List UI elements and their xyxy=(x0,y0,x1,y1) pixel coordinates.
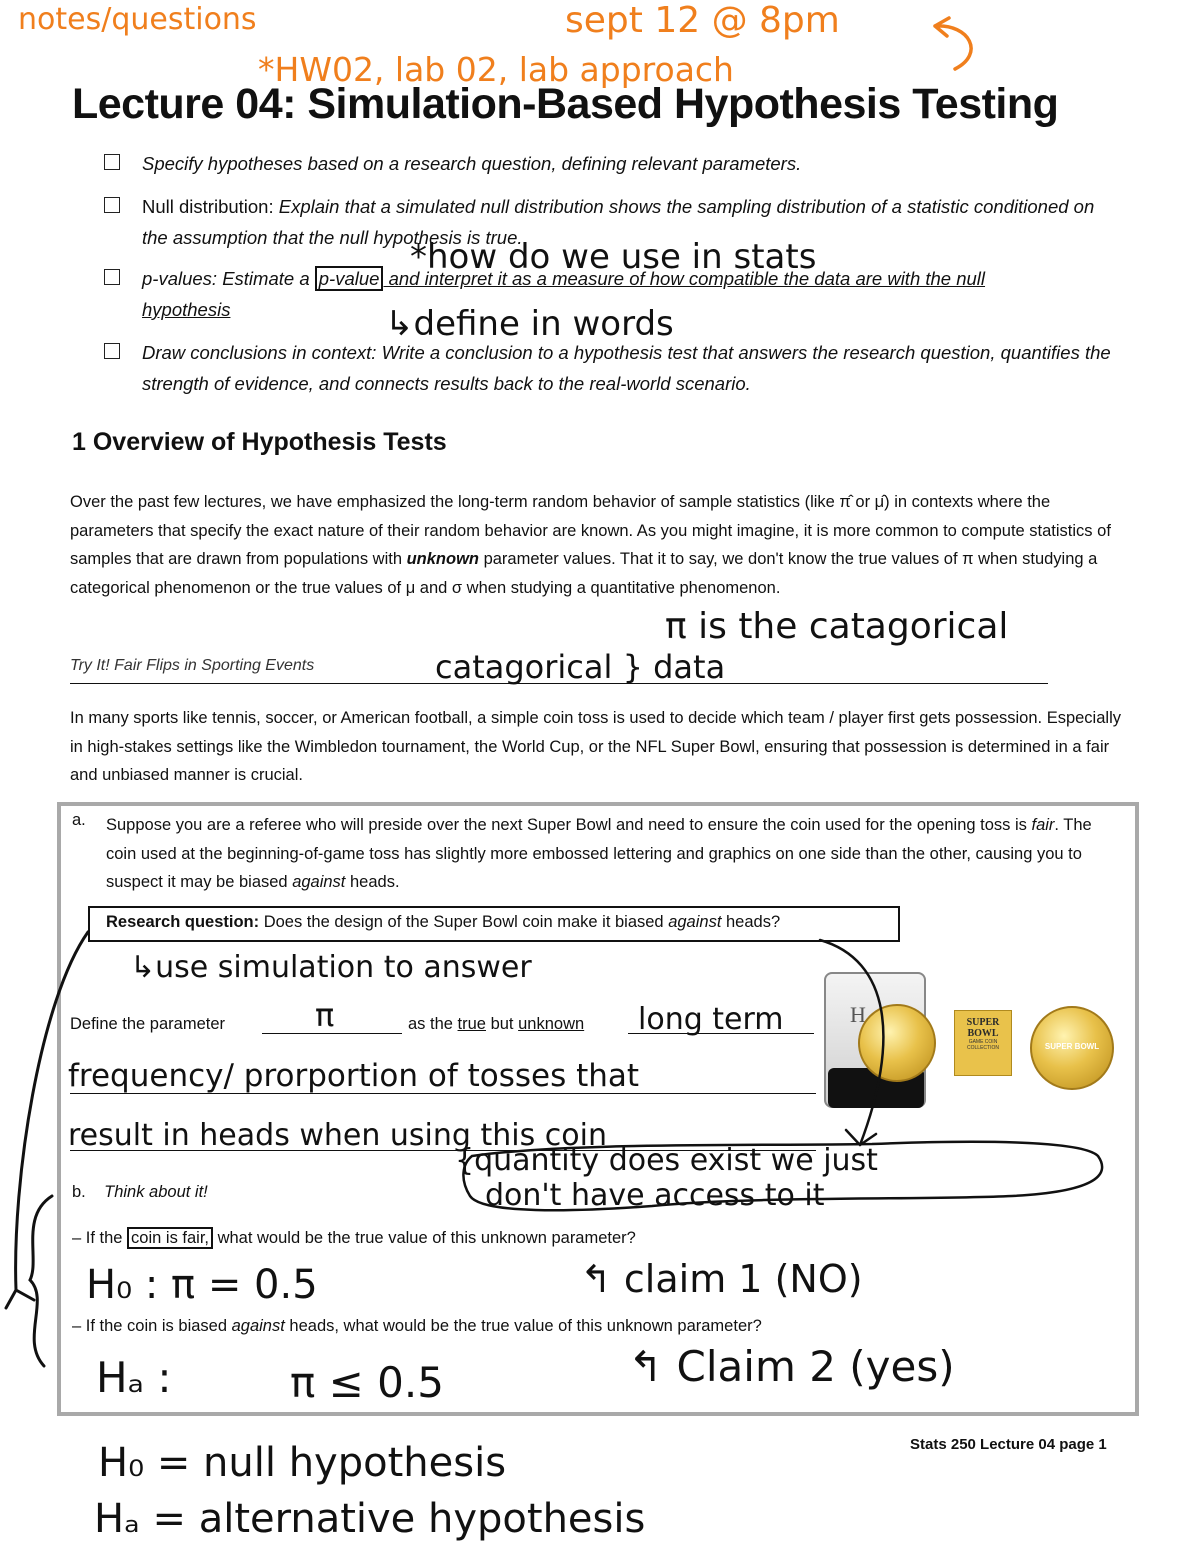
card-title: SUPER BOWL xyxy=(966,1017,1000,1039)
part-a-text: Suppose you are a referee who will preside over the next Super Bowl and need to ensure the coin used for the opening toss is fair. The coin used at the beginning-of-game toss has slightly more embossed lettering and graphics on one side than the other, causing you to suspect it may be biased against heads. xyxy=(106,816,1092,891)
arrow-curve-icon xyxy=(925,14,985,84)
note-date: sept 12 @ 8pm xyxy=(565,0,840,41)
objective-label: Null distribution: xyxy=(142,196,274,217)
objective-1 xyxy=(106,148,1116,179)
note-frequency: frequency/ prorportion of tosses that xyxy=(68,1058,640,1094)
objective-text: Specify hypotheses based on a research question, defining relevant parameters. xyxy=(142,153,802,174)
part-b-header: b. Think about it! xyxy=(72,1183,208,1201)
checkbox-icon[interactable] xyxy=(104,343,120,359)
note-h0-def: H₀ = null hypothesis xyxy=(98,1440,507,1486)
p-value-boxed: p-value xyxy=(315,266,384,291)
note-hw: *HW02, lab 02, lab approach xyxy=(258,50,734,89)
objective-body: Explain that a simulated null distribution shows the sampling distribution of a statistic conditioned on the assumption that the null hypothesis is true. xyxy=(142,196,1095,248)
note-ha-value: π ≤ 0.5 xyxy=(290,1358,444,1407)
note-ha-def: Hₐ = alternative hypothesis xyxy=(94,1496,646,1542)
card-sub: GAME COIN COLLECTION xyxy=(967,1039,999,1051)
note-quantity-1: {quantity does exist we just xyxy=(455,1143,878,1178)
objective-text: Draw conclusions in context: Write a conclusion to a hypothesis test that answers the research question, quantifies the strength of evidence, and connects results back to the real-world scenario. xyxy=(142,342,1111,394)
note-quantity-2: don't have access to it xyxy=(485,1178,825,1213)
note-claim2: ↰ Claim 2 (yes) xyxy=(628,1342,955,1391)
note-long-term: long term xyxy=(638,1002,784,1037)
section-heading: 1 Overview of Hypothesis Tests xyxy=(72,428,447,456)
note-param-pi: π xyxy=(315,996,335,1034)
overview-paragraph: Over the past few lectures, we have emphasized the long-term random behavior of sample statistics (like π̂ or μ̂) in contexts where the parameters that specify the exact nature of their random behavior are known. As you might imagine, it is more common to compute statistics of samples that are drawn from populations with unknown parameter values. That it to say, we don't know the true values of π when studying a categorical phenomenon or the true values of μ and σ when studying a quantitative phenomenon. xyxy=(70,493,1111,597)
part-a-label: a. xyxy=(72,811,86,829)
note-define-in-words: ↳define in words xyxy=(385,304,674,344)
checkbox-icon[interactable] xyxy=(104,197,120,213)
note-result: result in heads when using this coin xyxy=(68,1118,607,1153)
checkbox-icon[interactable] xyxy=(104,269,120,285)
coin-is-fair-boxed: coin is fair, xyxy=(127,1227,213,1249)
sports-paragraph: In many sports like tennis, soccer, or American football, a simple coin toss is used to decide which team / player first gets possession. Especially in high-stakes settings like the Wimbledon tournament, the World Cup, or the NFL Super Bowl, ensuring that possession is determined in a fair and unbiased manner is crucial. xyxy=(70,709,1121,784)
page-footer: Stats 250 Lecture 04 page 1 xyxy=(910,1436,1107,1453)
coin-label: SUPER BOWL xyxy=(1044,1042,1100,1051)
collector-card xyxy=(954,1010,1012,1076)
define-parameter-line: Define the parameter xyxy=(70,1015,226,1033)
define-true-unknown: as the true but unknown xyxy=(408,1015,585,1033)
case-mark: H xyxy=(850,1002,866,1027)
objective-hypothesis: hypothesis xyxy=(142,299,231,320)
try-it-heading: Try It! Fair Flips in Sporting Events xyxy=(70,657,315,674)
note-categorical-data: catagorical } data xyxy=(435,648,726,686)
note-h0: H₀ : π = 0.5 xyxy=(86,1262,318,1308)
objective-text: p-values: Estimate a p-value and interpret it as a measure of how compatible the data are with the null hypothesis xyxy=(142,268,986,320)
question-fair: – If the coin is fair, what would be the true value of this unknown parameter? xyxy=(72,1229,636,1247)
objective-4 xyxy=(106,337,1116,399)
note-how-do-we-use: *how do we use in stats xyxy=(410,237,817,277)
curve-arrow-icon xyxy=(780,920,920,1160)
page-title: Lecture 04: Simulation-Based Hypothesis Testing xyxy=(72,80,1059,128)
note-claim1: ↰ claim 1 (NO) xyxy=(580,1257,863,1301)
note-notes-questions: notes/questions xyxy=(18,2,257,37)
note-use-simulation: ↳use simulation to answer xyxy=(130,950,532,985)
note-pi-categorical: π is the catagorical xyxy=(665,606,1009,647)
research-question: Research question: Does the design of the Super Bowl coin make it biased against heads? xyxy=(88,906,900,942)
gold-coin-back xyxy=(1030,1006,1114,1090)
question-biased: – If the coin is biased against heads, what would be the true value of this unknown parameter? xyxy=(72,1317,762,1335)
checkbox-icon[interactable] xyxy=(104,154,120,170)
note-ha: Hₐ : xyxy=(96,1353,172,1402)
